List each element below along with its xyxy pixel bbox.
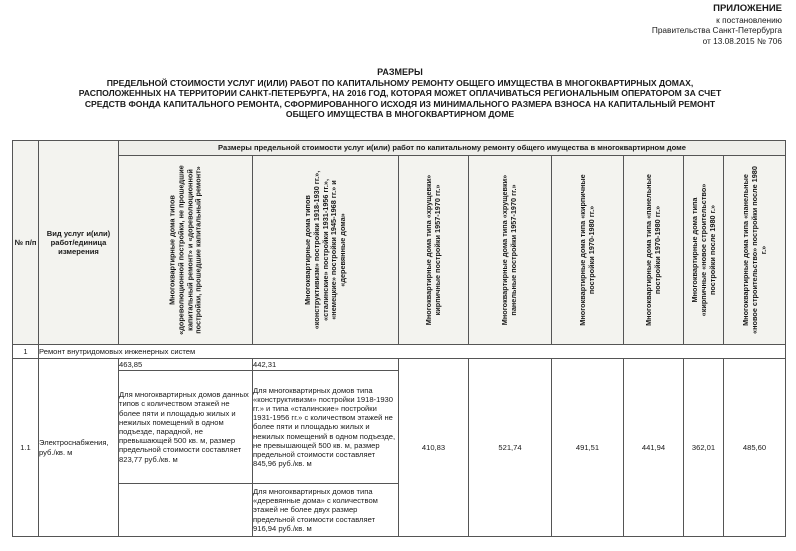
col2-price: 442,31 bbox=[253, 359, 399, 371]
title-line: ОБЩЕГО ИМУЩЕСТВА В МНОГОКВАРТИРНОМ ДОМЕ bbox=[285, 109, 515, 120]
appendix-line: к постановлению bbox=[716, 14, 782, 25]
title-line: ПРЕДЕЛЬНОЙ СТОИМОСТИ УСЛУГ И(ИЛИ) РАБОТ ПО КАПИТАЛЬНОМУ РЕМОНТУ ОБЩЕГО ИМУЩЕСТВА В МНОГОКВАРТИРНЫХ ДОМАХ, bbox=[106, 77, 694, 88]
column-header-text: Многоквартирные дома типа «кирпичные постройки 1970-1980 гг.» bbox=[577, 174, 596, 326]
section-num: 1 bbox=[13, 345, 39, 359]
header-group: Размеры предельной стоимости услуг и(или) работ по капитальному ремонту общего имущества в многоквартирном доме bbox=[119, 141, 786, 156]
column-header bbox=[552, 156, 624, 345]
price-table bbox=[12, 140, 786, 537]
col1-empty bbox=[119, 484, 253, 537]
column-header-text: Многоквартирные дома типов «конструктивизм» постройки 1918-1930 гг.», «сталинские» постройки 1931-1956 гг.», «немецкие» постройки 1945-1968 гг.» и «деревянные дома» bbox=[302, 170, 347, 330]
title-line: РАСПОЛОЖЕННЫХ НА ТЕРРИТОРИИ САНКТ-ПЕТЕРБУРГА, НА 2016 ГОД, КОТОРАЯ МОЖЕТ ОПЛАЧИВАТЬСЯ РЕГИОНАЛЬНЫМ ОПЕРАТОРОМ ЗА СЧЕТ bbox=[78, 88, 722, 99]
row-service: Электроснабжения, руб./кв. м bbox=[39, 359, 119, 537]
column-header-text: Многоквартирные дома типа «хрущевки» панельные постройки 1957-1970 гг.» bbox=[500, 174, 518, 326]
column-header-text: Многоквартирные дома типов «дореволюционной постройки, не прошедшие капитальный ремонт» и «дореволюционной постройки, прошедшие капитальный ремонт» bbox=[166, 165, 203, 335]
value-cell: 485,60 bbox=[724, 359, 786, 537]
appendix-block bbox=[652, 4, 782, 46]
header-service: Вид услуг и(или) работ/единица измерения bbox=[39, 141, 119, 345]
col1-description: Для многоквартирных домов данных типов с количеством этажей не более пяти и площадью жилых и нежилых помещений в одном подъезде, парадной, не превышающей 500 кв. м, размер предельной стоимости составляет 823,77 руб./кв. м bbox=[119, 371, 253, 484]
column-header bbox=[469, 156, 552, 345]
column-header bbox=[253, 156, 399, 345]
column-header-text: Многоквартирные дома типа «панельные «новое строительство» постройки после 1980 г.» bbox=[740, 166, 767, 334]
appendix-line: от 13.08.2015 № 706 bbox=[702, 35, 782, 46]
column-header bbox=[724, 156, 786, 345]
value-cell: 441,94 bbox=[624, 359, 684, 537]
value-cell: 491,51 bbox=[552, 359, 624, 537]
col2-description-wooden: Для многоквартирных домов типа «деревянные дома» с количеством этажей не более двух размер предельной стоимости составляет 916,94 руб./кв. м bbox=[253, 484, 399, 537]
col1-price: 463,85 bbox=[119, 359, 253, 371]
column-header bbox=[119, 156, 253, 345]
value-cell: 410,83 bbox=[399, 359, 469, 537]
row-num: 1.1 bbox=[13, 359, 39, 537]
column-header bbox=[624, 156, 684, 345]
appendix-line: Правительства Санкт-Петербурга bbox=[651, 25, 782, 35]
title-line: СРЕДСТВ ФОНДА КАПИТАЛЬНОГО РЕМОНТА, СФОРМИРОВАННОГО ИСХОДЯ ИЗ МИНИМАЛЬНОГО РАЗМЕРА ВЗНОСА НА КАПИТАЛЬНЫЙ РЕМОНТ bbox=[84, 98, 716, 109]
header-num: № п/п bbox=[13, 141, 39, 345]
value-cell: 362,01 bbox=[684, 359, 724, 537]
section-title: Ремонт внутридомовых инженерных систем bbox=[39, 345, 786, 359]
table-row bbox=[13, 359, 786, 371]
value-cell: 521,74 bbox=[469, 359, 552, 537]
column-header-text: Многоквартирные дома типа «панельные постройки 1970-1980 гг.» bbox=[643, 174, 662, 326]
section-row bbox=[13, 345, 786, 359]
title-line: РАЗМЕРЫ bbox=[377, 67, 423, 77]
document-title bbox=[40, 67, 760, 120]
column-header bbox=[399, 156, 469, 345]
appendix-title: ПРИЛОЖЕНИЕ bbox=[713, 3, 782, 14]
column-header bbox=[684, 156, 724, 345]
column-header-text: Многоквартирные дома типа «кирпичные «новое строительство» постройки после 1980 г.» bbox=[689, 183, 716, 317]
col2-description: Для многоквартирных домов типа «конструктивизм» постройки 1918-1930 гг.» и типа «сталинские» постройки 1931-1956 гг.» с количеством этажей не более пяти и площадью жилых и нежилых помещений в одном подъезде, не превышающей 500 кв. м, размер предельной стоимости составляет 845,96 руб./кв. м bbox=[253, 371, 399, 484]
column-header-text: Многоквартирные дома типа «хрущевки» кирпичные постройки 1957-1970 гг.» bbox=[423, 174, 442, 326]
